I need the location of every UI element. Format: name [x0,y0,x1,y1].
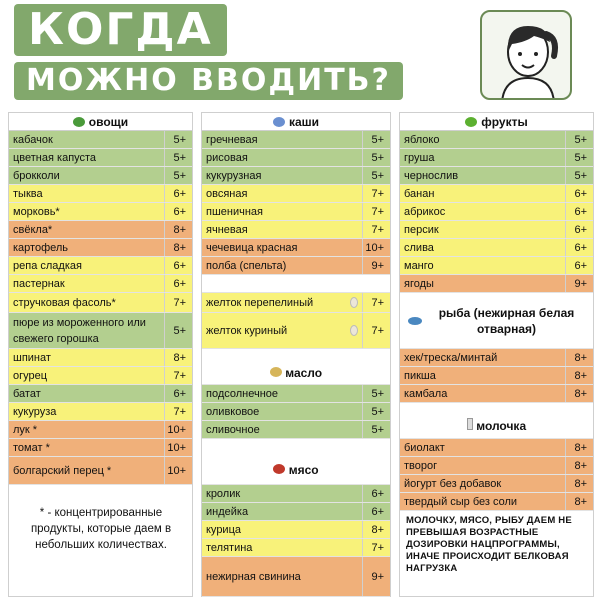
list-item [9,257,192,275]
meat-icon [273,464,285,474]
item-age: 5+ [164,149,192,166]
item-name: лук * [13,423,38,436]
milk-bottle-icon [467,418,473,430]
item-age: 9+ [565,275,593,292]
item-age: 5+ [164,167,192,184]
item-name: рисовая [206,151,248,164]
vegetables-header [9,113,192,131]
item-name: пастернак [13,277,65,290]
list-item [400,275,593,293]
item-name: хек/треска/минтай [404,351,498,364]
list-item [202,185,390,203]
list-item [400,493,593,511]
item-name: батат [13,387,41,400]
item-age: 6+ [164,203,192,220]
item-name: нежирная свинина [206,570,301,583]
list-item [202,239,390,257]
apple-icon [465,117,477,127]
avatar [480,10,572,100]
list-item [9,349,192,367]
list-item [202,421,390,439]
item-name: болгарский перец * [13,464,112,477]
fish-header-row [400,293,593,349]
list-item [9,367,192,385]
item-age: 7+ [362,221,390,238]
fish-title: рыба (нежирная белая отварная) [438,305,575,336]
item-age: 8+ [164,221,192,238]
item-age: 6+ [164,185,192,202]
item-age: 6+ [362,503,390,520]
list-item [202,385,390,403]
item-age: 8+ [565,439,593,456]
item-name: пикша [404,369,436,382]
porridge-title: каши [288,114,320,129]
item-age: 5+ [565,131,593,148]
list-item [202,403,390,421]
item-age: 6+ [164,385,192,402]
broccoli-icon [73,117,85,127]
item-name: манго [404,259,434,272]
meat-title: мясо [288,462,319,477]
list-item [9,203,192,221]
item-age: 5+ [362,131,390,148]
item-age: 10+ [362,239,390,256]
list-item [400,149,593,167]
item-name: ячневая [206,223,248,236]
item-name: брокколи [13,169,60,182]
item-age: 6+ [565,239,593,256]
item-age: 6+ [164,275,192,292]
item-name: желток перепелиный [206,296,314,309]
list-item [202,503,390,521]
list-item [400,167,593,185]
item-name: банан [404,187,435,200]
item-name: яблоко [404,133,440,146]
list-item [400,185,593,203]
title-line-2: МОЖНО ВВОДИТЬ? [14,62,403,100]
item-age: 5+ [362,421,390,438]
item-age: 8+ [164,239,192,256]
list-item [9,185,192,203]
item-name: желток куриный [206,324,288,337]
item-name: гречневая [206,133,258,146]
item-age: 8+ [565,349,593,366]
item-age: 8+ [565,385,593,402]
item-age: 7+ [164,293,192,312]
oil-header [202,354,390,380]
item-name: чернослив [404,169,459,182]
item-name: оливковое [206,405,260,418]
item-age: 6+ [565,203,593,220]
item-age: 9+ [362,257,390,274]
list-item [400,221,593,239]
fish-header [400,305,593,337]
item-name: пшеничная [206,205,263,218]
egg-icon [350,297,358,308]
item-name: абрикос [404,205,446,218]
oil-icon [270,367,282,377]
item-name: шпинат [13,351,51,364]
item-name: репа сладкая [13,259,82,272]
item-age: 6+ [565,221,593,238]
item-age: 7+ [362,313,390,348]
item-name: индейка [206,505,249,518]
list-item [400,131,593,149]
list-item [400,439,593,457]
item-name: овсяная [206,187,248,200]
list-item [202,131,390,149]
item-name: чечевица красная [206,241,298,254]
item-name: ягоды [404,277,434,290]
item-age: 8+ [565,457,593,474]
item-name: пюре из мороженного или свежего горошка [13,316,146,345]
item-age: 5+ [164,313,192,348]
item-name: картофель [13,241,69,254]
item-age: 8+ [362,521,390,538]
list-item [400,367,593,385]
list-item [400,457,593,475]
list-item [400,239,593,257]
item-age: 6+ [565,257,593,274]
item-name: груша [404,151,435,164]
item-age: 5+ [164,131,192,148]
item-age: 9+ [362,557,390,596]
dairy-title: молочка [476,419,527,433]
item-age: 8+ [565,475,593,492]
list-item [202,557,390,597]
item-age: 10+ [164,439,192,456]
item-age: 7+ [362,185,390,202]
list-item [202,167,390,185]
item-name: твердый сыр без соли [404,495,518,508]
oil-header-row [202,349,390,385]
item-name: биолакт [404,441,445,454]
list-item [400,257,593,275]
meat-header-row [202,439,390,485]
item-age: 5+ [362,403,390,420]
list-item [9,403,192,421]
item-name: полба (спельта) [206,259,287,272]
porridge-header [202,113,390,131]
vegetables-title: овощи [88,114,129,129]
item-name: томат * [13,441,50,454]
list-item [202,539,390,557]
dairy-header [400,408,593,433]
item-name: подсолнечное [206,387,279,400]
dairy-header-row [400,403,593,439]
column-vegetables [8,112,193,597]
list-item [9,385,192,403]
item-age: 10+ [164,421,192,438]
list-item [400,475,593,493]
item-name: персик [404,223,439,236]
column-fruits-fish-dairy [399,112,594,597]
item-age: 7+ [164,403,192,420]
item-name: сливочное [206,423,260,436]
item-name: кабачок [13,133,53,146]
list-item [202,485,390,503]
list-item [9,131,192,149]
fish-icon [408,317,422,325]
spacer-row [202,275,390,293]
item-age: 5+ [565,167,593,184]
fruits-header [400,113,593,131]
item-name: камбала [404,387,448,400]
bowl-icon [273,117,285,127]
item-age: 5+ [362,385,390,402]
title-line-1: КОГДА [14,4,227,56]
list-item [9,313,192,349]
list-item [9,167,192,185]
protein-note: МОЛОЧКУ, МЯСО, РЫБУ ДАЕМ НЕ ПРЕВЫШАЯ ВОЗРАСТНЫЕ ДОЗИРОВКИ НАЦПРОГРАММЫ, ИНАЧЕ ПРОИСХОДИТ БЕЛКОВАЯ НАГРУЗКА [406,515,572,574]
item-name: йогурт без добавок [404,477,502,490]
item-name: кролик [206,487,241,500]
meat-header [202,447,390,477]
list-item [9,221,192,239]
item-name: кукуруза [13,405,57,418]
list-item [400,203,593,221]
item-age: 5+ [565,149,593,166]
list-item [400,349,593,367]
item-age: 7+ [164,367,192,384]
list-item [9,239,192,257]
list-item [202,221,390,239]
item-age: 10+ [164,457,192,484]
item-age: 7+ [362,203,390,220]
item-name: цветная капуста [13,151,97,164]
oil-title: масло [285,365,323,380]
item-name: морковь* [13,205,60,218]
list-item [9,439,192,457]
list-item [202,313,390,349]
item-age: 6+ [362,485,390,502]
item-age: 6+ [164,257,192,274]
list-item [9,457,192,485]
item-age: 7+ [362,293,390,312]
column-porridge-oil-meat [201,112,391,597]
item-name: стручковая фасоль* [13,296,116,309]
list-item [9,421,192,439]
header [0,0,600,110]
item-name: тыква [13,187,43,200]
list-item [400,385,593,403]
list-item [9,293,192,313]
item-age: 7+ [362,539,390,556]
item-name: свёкла* [13,223,53,236]
item-age: 6+ [565,185,593,202]
item-name: телятина [206,541,253,554]
item-age: 8+ [565,493,593,510]
item-name: творог [404,459,438,472]
item-age: 5+ [362,149,390,166]
list-item [202,293,390,313]
footnote: * - концентрированные продукты, которые даем в небольших количествах. [30,507,172,551]
list-item [202,203,390,221]
item-name: огурец [13,369,48,382]
list-item [202,149,390,167]
egg-icon [350,325,358,336]
fruits-title: фрукты [481,114,528,129]
item-name: кукурузная [206,169,262,182]
item-name: курица [206,523,241,536]
item-name: слива [404,241,434,254]
item-age: 8+ [164,349,192,366]
list-item [202,257,390,275]
list-item [202,521,390,539]
list-item [9,275,192,293]
item-age: 8+ [565,367,593,384]
list-item [9,149,192,167]
products-grid [8,112,594,597]
item-age: 5+ [362,167,390,184]
